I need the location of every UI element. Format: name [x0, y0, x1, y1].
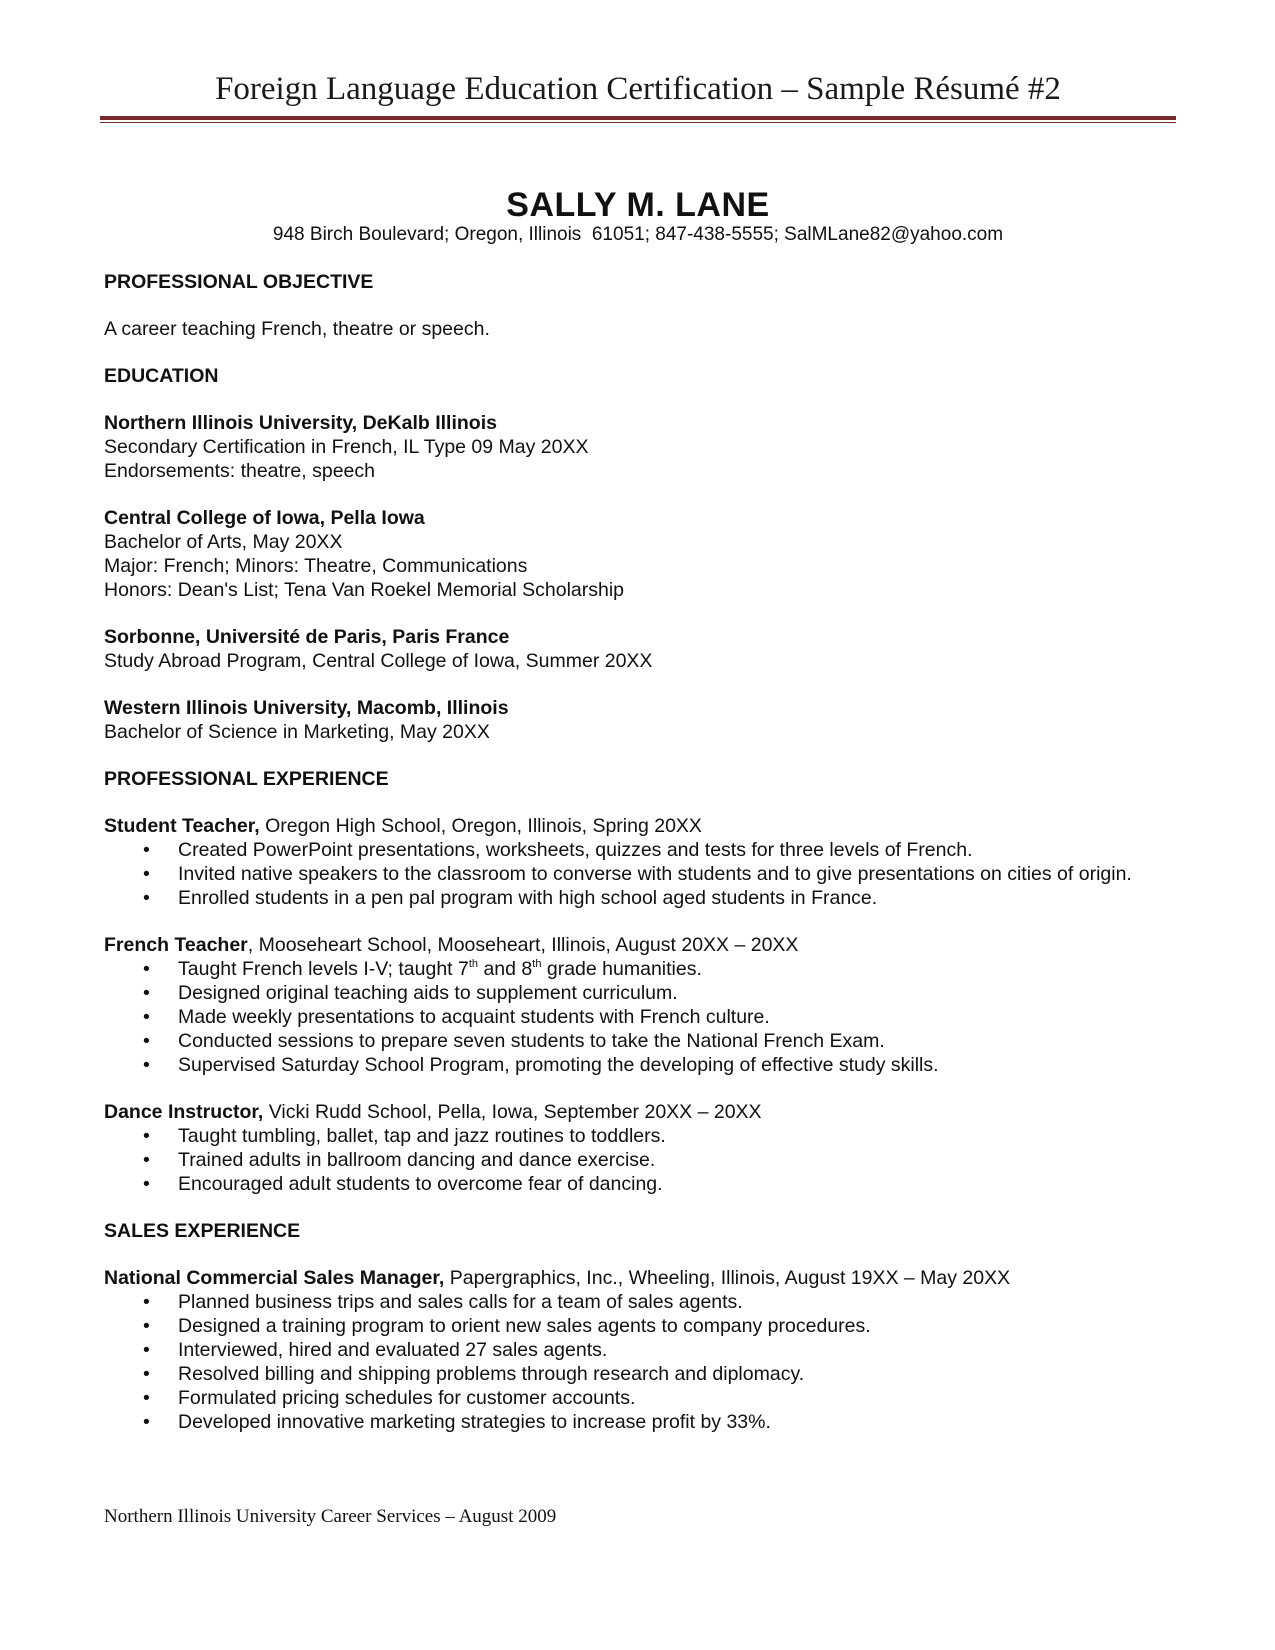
school-detail: Honors: Dean's List; Tena Van Roekel Memorial Scholarship: [104, 579, 625, 601]
header-rule: [100, 116, 1176, 120]
job-bullets: [104, 957, 1189, 1077]
school-name: Western Illinois University, Macomb, Illinois: [104, 697, 509, 719]
job-title: Student Teacher,: [104, 815, 260, 837]
bullet-icon: •: [143, 958, 150, 980]
contact-line: 948 Birch Boulevard; Oregon, Illinois 61051; 847-438-5555; SalMLane82@yahoo.com: [272, 224, 1004, 245]
school-detail: Endorsements: theatre, speech: [104, 460, 375, 482]
list-item: • Made weekly presentations to acquaint students with French culture.: [143, 1006, 770, 1028]
job-details: Oregon High School, Oregon, Illinois, Spring 20XX: [259, 815, 702, 837]
job-entry: [104, 1100, 1189, 1196]
school-detail: Bachelor of Science in Marketing, May 20XX: [104, 721, 490, 743]
bullet-icon: •: [143, 1363, 150, 1385]
list-item: • Conducted sessions to prepare seven students to take the National French Exam.: [143, 1030, 885, 1052]
education-entry: [104, 696, 1189, 744]
job-entry: [104, 933, 1189, 1077]
job-header: [104, 1100, 1189, 1124]
bullet-icon: •: [143, 1315, 150, 1337]
job-entry: [104, 1266, 1189, 1434]
job-title: French Teacher: [104, 934, 248, 956]
page-header-title: Foreign Language Education Certification – Sample Résumé #2: [215, 71, 1061, 107]
school-name: Northern Illinois University, DeKalb Illinois: [104, 412, 497, 434]
bullet-icon: •: [143, 1054, 150, 1076]
bullet-icon: •: [143, 1149, 150, 1171]
job-header: [104, 814, 1189, 838]
list-item: • Created PowerPoint presentations, worksheets, quizzes and tests for three levels of French.: [143, 839, 973, 861]
job-entry: [104, 814, 1189, 910]
objective-heading: PROFESSIONAL OBJECTIVE: [104, 271, 374, 293]
job-bullets: [104, 1290, 1189, 1434]
education-heading: EDUCATION: [104, 365, 219, 387]
objective-text: A career teaching French, theatre or speech.: [104, 318, 490, 340]
job-header: [104, 1266, 1189, 1290]
resume-body: [104, 270, 1189, 1434]
school-name: Sorbonne, Université de Paris, Paris France: [104, 626, 510, 648]
school-detail: Bachelor of Arts, May 20XX: [104, 531, 343, 553]
list-item: • Formulated pricing schedules for customer accounts.: [143, 1387, 636, 1409]
bullet-icon: •: [143, 839, 150, 861]
job-title: Dance Instructor,: [104, 1101, 264, 1123]
job-bullets: [104, 838, 1189, 910]
list-item: • Supervised Saturday School Program, promoting the developing of effective study skills.: [143, 1054, 939, 1076]
school-detail: Secondary Certification in French, IL Type 09 May 20XX: [104, 436, 589, 458]
education-entry: [104, 625, 1189, 673]
bullet-icon: •: [143, 982, 150, 1004]
bullet-icon: •: [143, 1173, 150, 1195]
school-name: Central College of Iowa, Pella Iowa: [104, 507, 425, 529]
bullet-icon: •: [143, 863, 150, 885]
list-item: • Planned business trips and sales calls for a team of sales agents.: [143, 1291, 743, 1313]
bullet-icon: •: [143, 1411, 150, 1433]
school-detail: Study Abroad Program, Central College of Iowa, Summer 20XX: [104, 650, 653, 672]
job-header: [104, 933, 1189, 957]
education-entry: [104, 506, 1189, 602]
experience-heading: PROFESSIONAL EXPERIENCE: [104, 768, 389, 790]
job-details: Vicki Rudd School, Pella, Iowa, September 20XX – 20XX: [263, 1101, 762, 1123]
list-item: • Interviewed, hired and evaluated 27 sales agents.: [143, 1339, 608, 1361]
list-item: • Designed original teaching aids to supplement curriculum.: [143, 982, 678, 1004]
list-item: • Encouraged adult students to overcome fear of dancing.: [143, 1173, 663, 1195]
list-item: • Designed a training program to orient new sales agents to company procedures.: [143, 1315, 871, 1337]
header-rule-thin: [100, 122, 1176, 123]
page-footer: Northern Illinois University Career Services – August 2009: [104, 1506, 557, 1527]
list-item: • Enrolled students in a pen pal program with high school aged students in France.: [143, 887, 878, 909]
job-title: National Commercial Sales Manager,: [104, 1267, 445, 1289]
job-details: , Mooseheart School, Mooseheart, Illinois, August 20XX – 20XX: [247, 934, 799, 956]
bullet-icon: •: [143, 1030, 150, 1052]
list-item: • Resolved billing and shipping problems through research and diplomacy.: [143, 1363, 805, 1385]
bullet-icon: •: [143, 1125, 150, 1147]
list-item: • Taught French levels I-V; taught 7th and 8th grade humanities.: [143, 958, 702, 980]
bullet-icon: •: [143, 1006, 150, 1028]
list-item: • Trained adults in ballroom dancing and dance exercise.: [143, 1149, 656, 1171]
list-item: • Taught tumbling, ballet, tap and jazz routines to toddlers.: [143, 1125, 666, 1147]
bullet-icon: •: [143, 1291, 150, 1313]
job-details: Papergraphics, Inc., Wheeling, Illinois, August 19XX – May 20XX: [444, 1267, 1011, 1289]
list-item: • Developed innovative marketing strategies to increase profit by 33%.: [143, 1411, 771, 1433]
sales-heading: SALES EXPERIENCE: [104, 1220, 301, 1242]
job-bullets: [104, 1124, 1189, 1196]
education-entry: [104, 411, 1189, 483]
bullet-icon: •: [143, 887, 150, 909]
resume-name: SALLY M. LANE: [506, 186, 770, 224]
school-detail: Major: French; Minors: Theatre, Communications: [104, 555, 528, 577]
bullet-icon: •: [143, 1339, 150, 1361]
bullet-icon: •: [143, 1387, 150, 1409]
list-item: • Invited native speakers to the classroom to converse with students and to give presentations on cities of origin.: [143, 863, 1132, 885]
